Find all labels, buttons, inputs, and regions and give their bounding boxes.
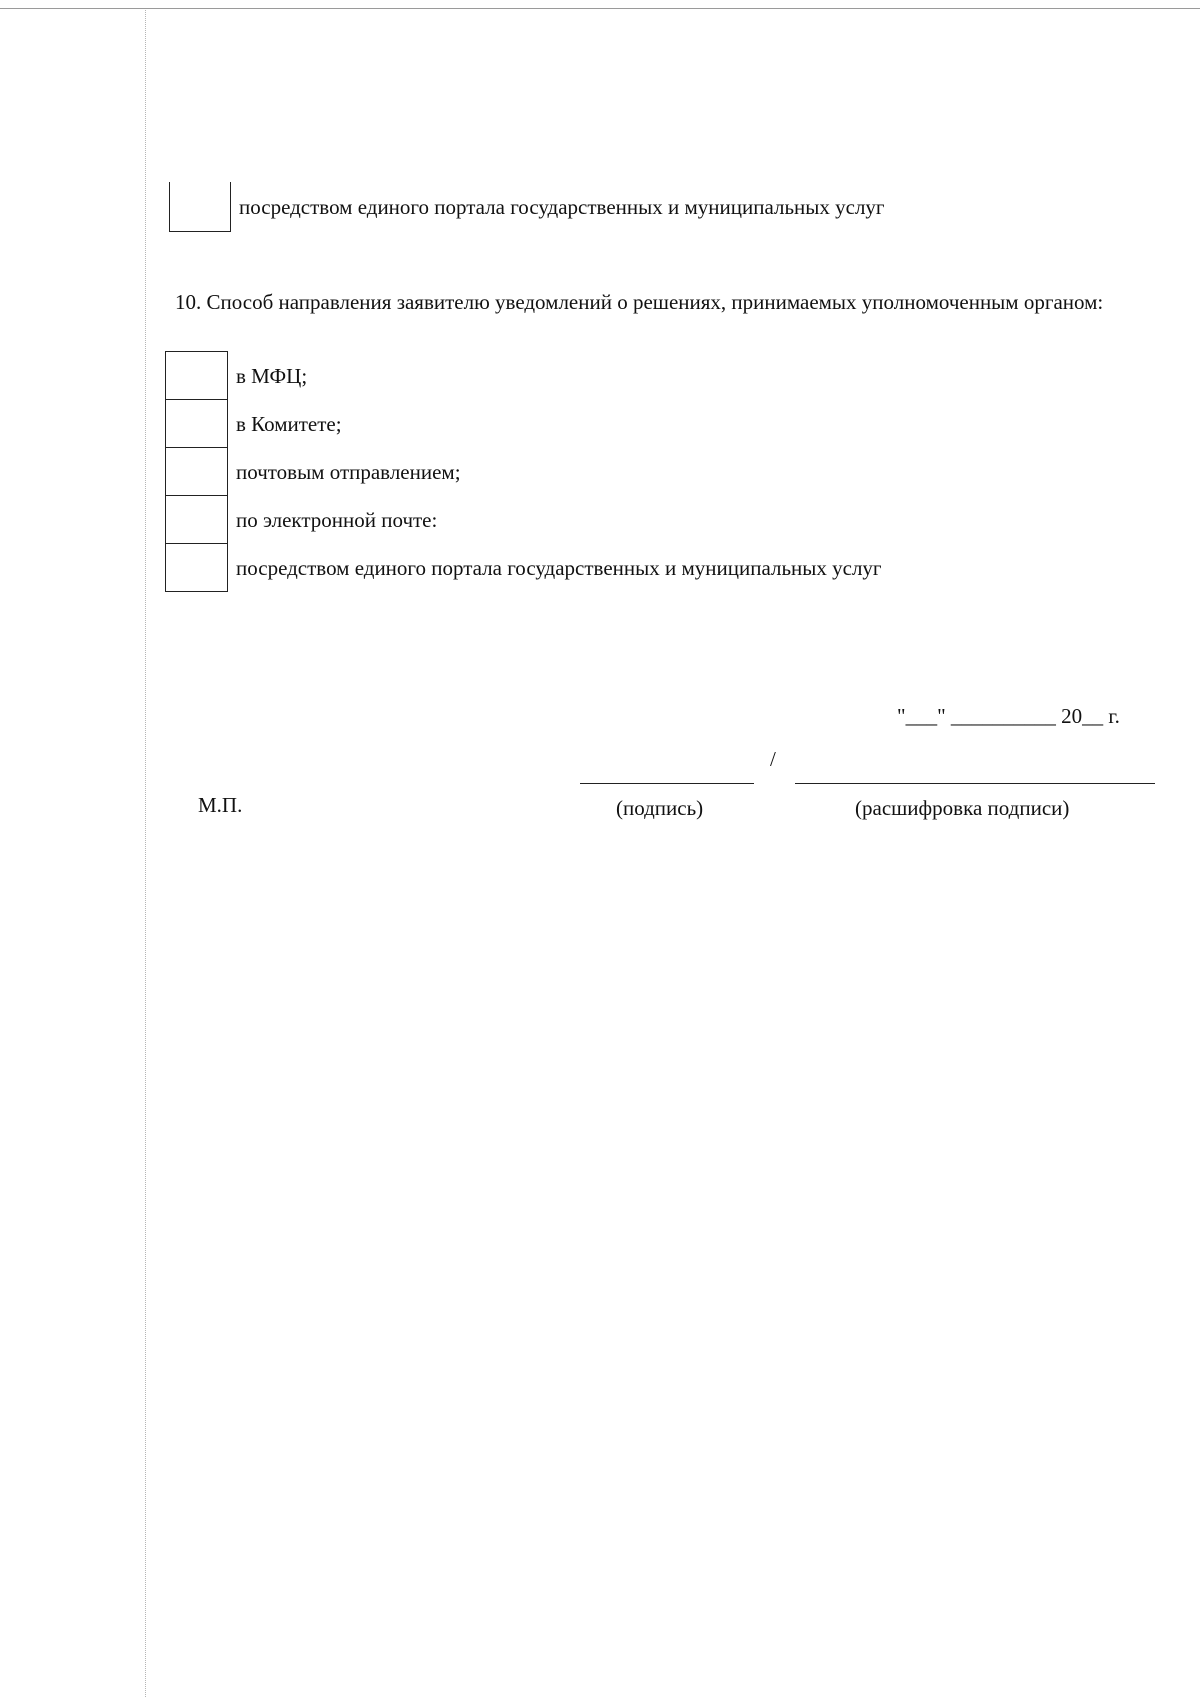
notice-option-email — [165, 496, 882, 544]
notice-option-portal — [165, 544, 882, 592]
notice-option-mfc — [165, 352, 882, 400]
notice-option-committee-checkbox[interactable] — [165, 399, 228, 448]
notice-option-mfc-label: в МФЦ; — [236, 363, 308, 388]
scan-top-edge — [0, 8, 1200, 9]
notice-option-email-label: по электронной почте: — [236, 507, 438, 532]
notice-option-portal-label: посредством единого портала государственных и муниципальных услуг — [236, 555, 882, 580]
notice-option-mail-label: почтовым отправлением; — [236, 459, 461, 484]
portal-option-row — [169, 182, 885, 232]
signature-decoding-caption: (расшифровка подписи) — [855, 796, 1070, 820]
stamp-place-label: М.П. — [198, 793, 243, 817]
portal-option-label: посредством единого портала государственных и муниципальных услуг — [239, 194, 885, 219]
signature-separator: / — [770, 747, 776, 771]
notice-option-portal-checkbox[interactable] — [165, 543, 228, 592]
notice-option-mail-checkbox[interactable] — [165, 447, 228, 496]
notice-option-email-checkbox[interactable] — [165, 495, 228, 544]
scan-left-edge — [145, 10, 146, 1697]
signature-line — [580, 783, 754, 784]
signature-decoding-line — [795, 783, 1155, 784]
notice-method-list — [165, 352, 882, 592]
section-10-heading: 10. Способ направления заявителю уведомлений о решениях, принимаемых уполномоченным органом: — [175, 290, 1104, 314]
notice-option-mfc-checkbox[interactable] — [165, 351, 228, 400]
portal-option-checkbox[interactable] — [169, 182, 231, 232]
notice-option-committee-label: в Комитете; — [236, 411, 342, 436]
signature-caption: (подпись) — [616, 796, 704, 820]
date-field: "___" __________ 20__ г. — [897, 704, 1120, 728]
notice-option-mail — [165, 448, 882, 496]
notice-option-committee — [165, 400, 882, 448]
